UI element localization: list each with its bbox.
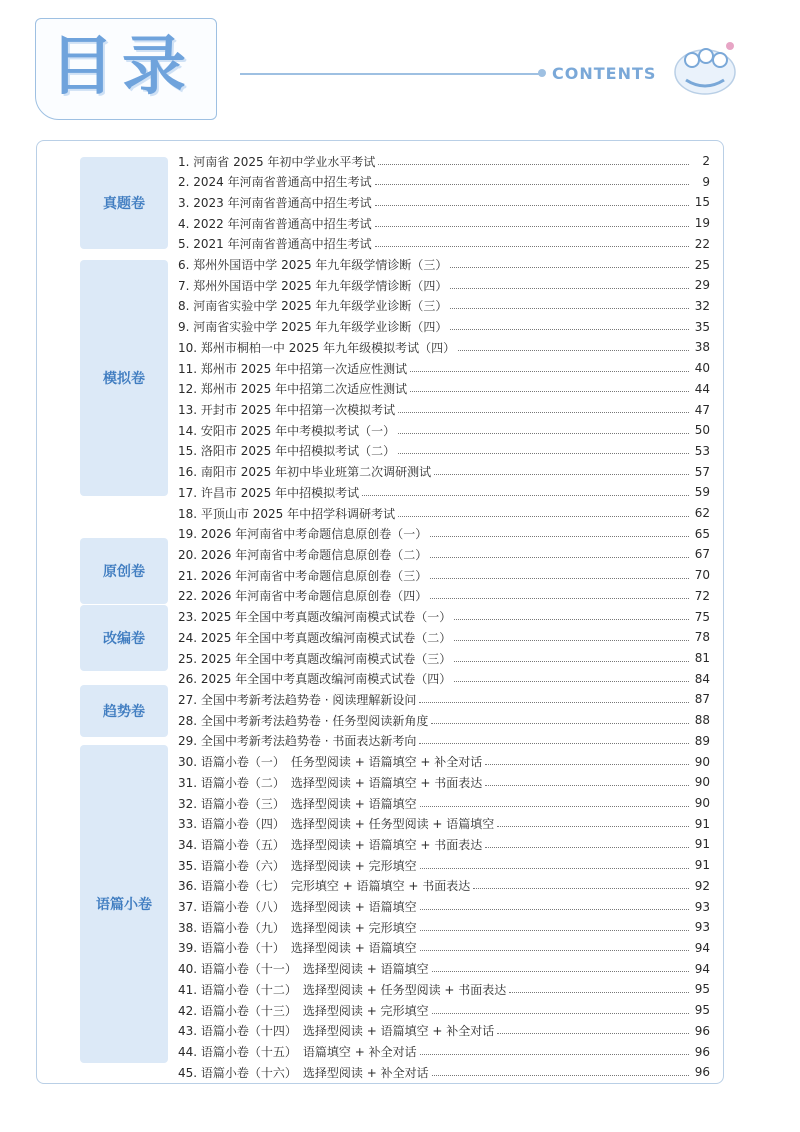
toc-entry-page: 70 <box>694 568 710 583</box>
dot-leader <box>454 681 689 682</box>
dot-leader <box>419 743 689 744</box>
toc-entry-title: 38. 语篇小卷（九） 选择型阅读 + 完形填空 <box>178 920 417 935</box>
toc-entry-title: 19. 2026 年河南省中考命题信息原创卷（一） <box>178 527 428 542</box>
toc-entry-page: 65 <box>694 526 710 541</box>
toc-entry-page: 96 <box>694 1044 710 1059</box>
toc-entry-title: 21. 2026 年河南省中考命题信息原创卷（三） <box>178 568 428 583</box>
toc-entry-page: 78 <box>694 630 710 645</box>
toc-entry[interactable] <box>178 669 710 689</box>
toc-entry-page: 44 <box>694 381 710 396</box>
toc-entry-page: 62 <box>694 506 710 521</box>
toc-entry[interactable] <box>178 462 710 482</box>
section-label: 趋势卷 <box>103 704 145 720</box>
toc-entry[interactable] <box>178 441 710 461</box>
toc-entry-page: 15 <box>694 195 710 210</box>
toc-entry-page: 94 <box>694 961 710 976</box>
dot-leader <box>420 950 689 951</box>
dot-leader <box>431 723 689 724</box>
toc-entry-title: 3. 2023 年河南省普通高中招生考试 <box>178 195 372 210</box>
toc-entry-page: 47 <box>694 402 710 417</box>
toc-entry[interactable] <box>178 897 710 917</box>
page-title: 目录 <box>50 30 194 104</box>
section-box <box>80 685 168 737</box>
toc-entry-page: 53 <box>694 443 710 458</box>
toc-entry-title: 39. 语篇小卷（十） 选择型阅读 + 语篇填空 <box>178 941 417 956</box>
toc-entry-title: 34. 语篇小卷（五） 选择型阅读 + 语篇填空 + 书面表达 <box>178 837 483 852</box>
toc-entry[interactable] <box>178 234 710 254</box>
toc-entry-page: 87 <box>694 692 710 707</box>
toc-entry[interactable] <box>178 1062 710 1082</box>
dot-leader <box>420 868 689 869</box>
dot-leader <box>432 971 689 972</box>
toc-entry-page: 93 <box>694 920 710 935</box>
toc-entry-title: 4. 2022 年河南省普通高中招生考试 <box>178 216 372 231</box>
dot-leader <box>430 598 689 599</box>
toc-entry-page: 94 <box>694 940 710 955</box>
dot-leader <box>398 433 689 434</box>
dot-leader <box>410 391 689 392</box>
dot-leader <box>398 453 689 454</box>
toc-entry-page: 2 <box>702 154 710 168</box>
dot-leader <box>378 164 689 165</box>
section-box <box>80 157 168 249</box>
dot-leader <box>375 184 689 185</box>
toc-entry[interactable] <box>178 876 710 896</box>
toc-entry-title: 40. 语篇小卷（十一） 选择型阅读 + 语篇填空 <box>178 962 429 977</box>
toc-entry-page: 40 <box>694 361 710 376</box>
dot-leader <box>410 371 689 372</box>
toc-entry[interactable] <box>178 151 710 171</box>
dot-leader <box>450 267 689 268</box>
toc-entry-page: 25 <box>694 257 710 272</box>
dot-leader <box>419 702 689 703</box>
toc-entry-title: 23. 2025 年全国中考真题改编河南模式试卷（一） <box>178 610 452 625</box>
section-label: 语篇小卷 <box>96 897 152 913</box>
toc-entry-title: 33. 语篇小卷（四） 选择型阅读 + 任务型阅读 + 语篇填空 <box>178 817 495 832</box>
toc-entry[interactable] <box>178 917 710 937</box>
dot-leader <box>398 516 689 517</box>
dot-leader <box>420 1054 689 1055</box>
dot-leader <box>454 661 689 662</box>
mascot-logo-icon <box>668 36 742 100</box>
toc-entry-title: 28. 全国中考新考法趋势卷 · 任务型阅读新角度 <box>178 713 429 728</box>
toc-entry-page: 96 <box>694 1023 710 1038</box>
toc-entry-title: 44. 语篇小卷（十五） 语篇填空 + 补全对话 <box>178 1045 417 1060</box>
toc-entry[interactable] <box>178 648 710 668</box>
header-rule <box>240 73 540 75</box>
toc-entry-title: 8. 河南省实验中学 2025 年九年级学业诊断（三） <box>178 299 448 314</box>
toc-entry-title: 18. 平顶山市 2025 年中招学科调研考试 <box>178 506 396 521</box>
toc-entry-page: 95 <box>694 982 710 997</box>
toc-entry[interactable] <box>178 172 710 192</box>
toc-entry-page: 96 <box>694 1065 710 1080</box>
toc-entry-title: 10. 郑州市桐柏一中 2025 年九年级模拟考试（四） <box>178 340 456 355</box>
dot-leader <box>454 640 689 641</box>
toc-entry-title: 29. 全国中考新考法趋势卷 · 书面表达新考向 <box>178 734 417 749</box>
toc-entry-title: 15. 洛阳市 2025 年中招模拟考试（二） <box>178 444 396 459</box>
toc-entry[interactable] <box>178 586 710 606</box>
toc-entry[interactable] <box>178 710 710 730</box>
section-box <box>80 538 168 604</box>
toc-entry[interactable] <box>178 337 710 357</box>
dot-leader <box>420 909 689 910</box>
toc-entry-page: 29 <box>694 278 710 293</box>
toc-entry-title: 17. 许昌市 2025 年中招模拟考试 <box>178 485 360 500</box>
dot-leader <box>434 474 689 475</box>
toc-entry-title: 5. 2021 年河南省普通高中招生考试 <box>178 237 372 252</box>
dot-leader <box>450 288 689 289</box>
dot-leader <box>432 1075 689 1076</box>
toc-entry[interactable] <box>178 752 710 772</box>
toc-entry-page: 67 <box>694 547 710 562</box>
toc-entry[interactable] <box>178 834 710 854</box>
dot-leader <box>432 1013 689 1014</box>
dot-leader <box>375 205 689 206</box>
toc-entry-title: 16. 南阳市 2025 年初中毕业班第二次调研测试 <box>178 465 432 480</box>
dot-leader <box>430 557 689 558</box>
toc-entry-title: 43. 语篇小卷（十四） 选择型阅读 + 语篇填空 + 补全对话 <box>178 1024 495 1039</box>
toc-entry-title: 37. 语篇小卷（八） 选择型阅读 + 语篇填空 <box>178 900 417 915</box>
dot-leader <box>485 785 689 786</box>
toc-entry-title: 6. 郑州外国语中学 2025 年九年级学情诊断（三） <box>178 258 448 273</box>
toc-entry-title: 32. 语篇小卷（三） 选择型阅读 + 语篇填空 <box>178 796 417 811</box>
toc-entry[interactable] <box>178 731 710 751</box>
toc-entry-page: 92 <box>694 878 710 893</box>
toc-entry-title: 36. 语篇小卷（七） 完形填空 + 语篇填空 + 书面表达 <box>178 879 471 894</box>
toc-entry-title: 30. 语篇小卷（一） 任务型阅读 + 语篇填空 + 补全对话 <box>178 755 483 770</box>
toc-entry[interactable] <box>178 607 710 627</box>
title-card <box>35 18 217 120</box>
toc-entry-page: 59 <box>694 485 710 500</box>
section-label: 模拟卷 <box>103 371 145 387</box>
toc-entry-title: 14. 安阳市 2025 年中考模拟考试（一） <box>178 423 396 438</box>
dot-leader <box>375 226 689 227</box>
toc-entry-title: 27. 全国中考新考法趋势卷 · 阅读理解新设问 <box>178 692 417 707</box>
section-box <box>80 605 168 671</box>
toc-entry-page: 84 <box>694 671 710 686</box>
toc-entry[interactable] <box>178 255 710 275</box>
toc-entry[interactable] <box>178 814 710 834</box>
toc-entry-page: 9 <box>702 174 710 189</box>
toc-entry[interactable] <box>178 565 710 585</box>
toc-entry-title: 45. 语篇小卷（十六） 选择型阅读 + 补全对话 <box>178 1065 429 1080</box>
dot-leader <box>430 578 689 579</box>
toc-entry[interactable] <box>178 503 710 523</box>
toc-entry-title: 2. 2024 年河南省普通高中招生考试 <box>178 175 372 190</box>
toc-entry-page: 35 <box>694 319 710 334</box>
header-rule-dot <box>538 69 546 77</box>
section-label: 原创卷 <box>103 564 145 580</box>
toc-entry[interactable] <box>178 420 710 440</box>
toc-entry-title: 35. 语篇小卷（六） 选择型阅读 + 完形填空 <box>178 858 417 873</box>
dot-leader <box>362 495 689 496</box>
dot-leader <box>485 847 689 848</box>
toc-entry[interactable] <box>178 627 710 647</box>
dot-leader <box>458 350 689 351</box>
toc-entry[interactable] <box>178 1042 710 1062</box>
toc-entry-page: 95 <box>694 1003 710 1018</box>
toc-entry-title: 42. 语篇小卷（十三） 选择型阅读 + 完形填空 <box>178 1003 429 1018</box>
section-box <box>80 745 168 1063</box>
section-label: 改编卷 <box>103 631 145 647</box>
section-box <box>80 260 168 496</box>
toc-entry[interactable] <box>178 482 710 502</box>
toc-entry-title: 41. 语篇小卷（十二） 选择型阅读 + 任务型阅读 + 书面表达 <box>178 982 507 997</box>
dot-leader <box>497 826 689 827</box>
toc-entry[interactable] <box>178 358 710 378</box>
toc-entry[interactable] <box>178 1000 710 1020</box>
toc-entry[interactable] <box>178 979 710 999</box>
toc-entry-page: 93 <box>694 899 710 914</box>
toc-entry[interactable] <box>178 855 710 875</box>
section-label: 真题卷 <box>103 196 145 212</box>
toc-entry-title: 26. 2025 年全国中考真题改编河南模式试卷（四） <box>178 672 452 687</box>
toc-entry-page: 91 <box>694 837 710 852</box>
toc-entry[interactable] <box>178 317 710 337</box>
dot-leader <box>420 806 689 807</box>
toc-entry-page: 75 <box>694 609 710 624</box>
dot-leader <box>450 329 689 330</box>
toc-entry-title: 12. 郑州市 2025 年中招第二次适应性测试 <box>178 382 408 397</box>
toc-entry-title: 9. 河南省实验中学 2025 年九年级学业诊断（四） <box>178 320 448 335</box>
toc-entry[interactable] <box>178 192 710 212</box>
toc-entry-page: 50 <box>694 423 710 438</box>
toc-entry[interactable] <box>178 275 710 295</box>
toc-entry[interactable] <box>178 213 710 233</box>
toc-entry-page: 91 <box>694 816 710 831</box>
dot-leader <box>497 1033 689 1034</box>
contents-label: CONTENTS <box>552 64 657 83</box>
toc-entry[interactable] <box>178 689 710 709</box>
toc-entry[interactable] <box>178 1021 710 1041</box>
dot-leader <box>473 888 689 889</box>
toc-entry-title: 7. 郑州外国语中学 2025 年九年级学情诊断（四） <box>178 278 448 293</box>
dot-leader <box>509 992 689 993</box>
dot-leader <box>420 930 689 931</box>
toc-entry-page: 90 <box>694 796 710 810</box>
toc-entry-page: 90 <box>694 754 710 769</box>
toc-entry[interactable] <box>178 772 710 792</box>
toc-entry-page: 91 <box>694 858 710 873</box>
toc-entry-page: 22 <box>694 236 710 251</box>
toc-entry-page: 19 <box>694 216 710 231</box>
dot-leader <box>485 764 689 765</box>
toc-entry-title: 11. 郑州市 2025 年中招第一次适应性测试 <box>178 361 408 376</box>
toc-entry[interactable] <box>178 379 710 399</box>
toc-entry-page: 88 <box>694 713 710 728</box>
dot-leader <box>430 536 689 537</box>
toc-entry-page: 89 <box>694 733 710 748</box>
toc-entry[interactable] <box>178 959 710 979</box>
dot-leader <box>454 619 689 620</box>
toc-entry-page: 90 <box>694 775 710 790</box>
dot-leader <box>375 246 689 247</box>
toc-entry-title: 22. 2026 年河南省中考命题信息原创卷（四） <box>178 589 428 604</box>
toc-entry[interactable] <box>178 544 710 564</box>
toc-entry-page: 38 <box>694 340 710 355</box>
dot-leader <box>450 308 689 309</box>
toc-entry-page: 32 <box>694 298 710 313</box>
toc-entry-title: 20. 2026 年河南省中考命题信息原创卷（二） <box>178 547 428 562</box>
toc-entry-title: 1. 河南省 2025 年初中学业水平考试 <box>178 154 376 169</box>
toc-entry[interactable] <box>178 400 710 420</box>
toc-entry[interactable] <box>178 524 710 544</box>
dot-leader <box>398 412 689 413</box>
toc-entry-title: 31. 语篇小卷（二） 选择型阅读 + 语篇填空 + 书面表达 <box>178 775 483 790</box>
toc-entry-title: 13. 开封市 2025 年中招第一次模拟考试 <box>178 403 396 418</box>
toc-entry-page: 72 <box>694 588 710 603</box>
toc-entry-page: 57 <box>694 464 710 479</box>
toc-entry-title: 24. 2025 年全国中考真题改编河南模式试卷（二） <box>178 630 452 645</box>
toc-entry[interactable] <box>178 938 710 958</box>
toc-entry-page: 81 <box>694 651 710 666</box>
toc-entry-title: 25. 2025 年全国中考真题改编河南模式试卷（三） <box>178 651 452 666</box>
toc-entry[interactable] <box>178 793 710 813</box>
toc-entry[interactable] <box>178 296 710 316</box>
